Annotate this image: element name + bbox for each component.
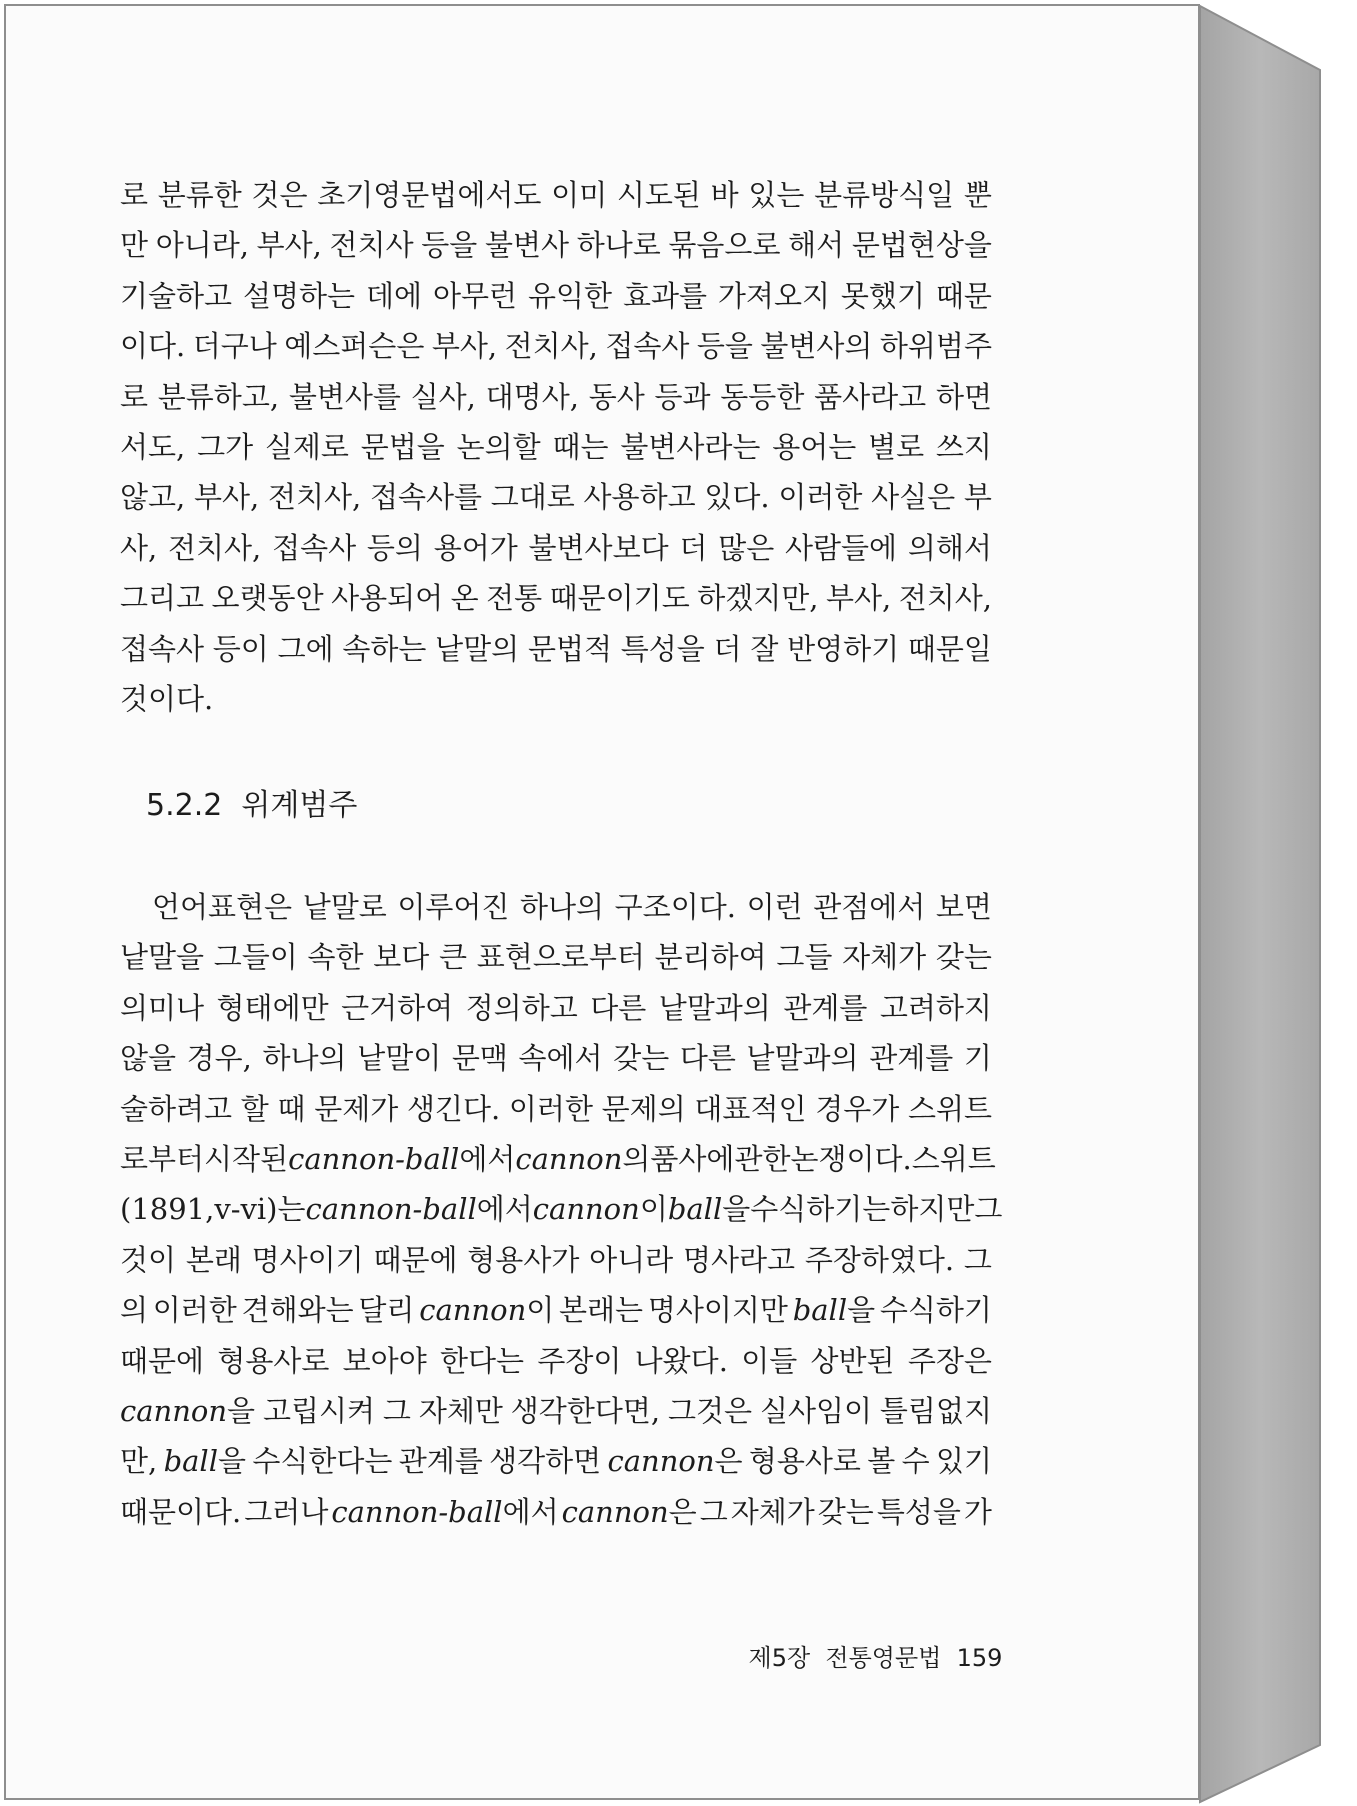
- word: 하나의: [520, 890, 605, 924]
- text-line: [120, 1235, 992, 1285]
- text-line: [120, 882, 992, 932]
- word: 때문이기도: [549, 581, 690, 616]
- word: 낱말과의: [658, 990, 771, 1025]
- word: 분류하고,: [157, 379, 280, 414]
- word: 사용되어: [331, 581, 444, 616]
- word: 대표적인: [694, 1091, 807, 1126]
- word: cannon을: [120, 1393, 256, 1428]
- word: 별로: [868, 429, 925, 464]
- word: 전치사: [329, 228, 414, 263]
- word: 불변사: [484, 228, 570, 263]
- word: 있는: [748, 178, 805, 212]
- word: ball을: [667, 1192, 751, 1227]
- word: 효과를: [622, 278, 707, 313]
- word: 분류방식일: [814, 178, 955, 212]
- word: 문법을: [360, 429, 445, 464]
- word: 경우가: [815, 1091, 900, 1126]
- word: 이루어진: [397, 890, 510, 924]
- word: 가져오지: [717, 278, 830, 313]
- word: 때문일: [907, 631, 992, 666]
- word: 부: [963, 480, 992, 515]
- word: 다른: [679, 1041, 736, 1076]
- word: 보아야: [342, 1343, 427, 1378]
- word: 스위트: [911, 1141, 996, 1176]
- word: ball을: [163, 1444, 246, 1479]
- word: 다른: [590, 990, 647, 1025]
- word: 용어는: [772, 429, 857, 464]
- word: 본래는: [559, 1293, 644, 1328]
- word: 부사,: [256, 228, 322, 263]
- word: 표현으로부터: [476, 940, 645, 975]
- word: 만: [120, 228, 149, 263]
- word: 등을: [421, 228, 478, 263]
- word: 실사,: [410, 379, 476, 414]
- word: cannon이: [419, 1293, 555, 1328]
- word: 그들이: [213, 940, 298, 975]
- word: 것이다.: [120, 681, 214, 716]
- word: 생각한다면,: [510, 1393, 661, 1428]
- word: 주장은: [907, 1343, 992, 1378]
- word: 이미: [551, 178, 608, 212]
- word: cannon은: [561, 1494, 697, 1529]
- word: 그가: [197, 429, 254, 464]
- word: 때문에: [120, 1343, 205, 1378]
- text-line: [120, 573, 992, 623]
- word: 문맥: [451, 1041, 508, 1076]
- text-line: [120, 1336, 992, 1386]
- paragraph-1: [120, 170, 992, 724]
- word: 실제로: [264, 429, 349, 464]
- word: 갖는: [613, 1041, 670, 1076]
- word: 그: [974, 1192, 1003, 1227]
- word: 경우,: [186, 1041, 252, 1076]
- section-heading: 5.2.2 위계범주: [146, 788, 358, 823]
- word: 특성을: [620, 631, 705, 666]
- word: 사실은: [871, 480, 956, 515]
- text-line: [120, 170, 992, 220]
- word: 등을: [696, 329, 753, 364]
- word: 가: [963, 1494, 992, 1529]
- word: 그리고: [120, 581, 205, 616]
- word: 접속사: [272, 530, 357, 565]
- word: 주장이: [537, 1343, 622, 1378]
- word: 이런: [746, 890, 803, 924]
- word: 이러한: [152, 1293, 237, 1328]
- word: 갖는: [817, 1494, 874, 1529]
- word: 것은: [251, 178, 308, 212]
- word: 설명하는: [243, 278, 356, 313]
- word: 관계를: [869, 1041, 954, 1076]
- word: 분류한: [157, 178, 242, 212]
- word: 초기영문법에서도: [317, 178, 542, 212]
- word: 로부터: [120, 1141, 205, 1176]
- word: 하위범주: [879, 329, 992, 364]
- text-line: [120, 422, 992, 472]
- word: 수식하기: [879, 1293, 992, 1328]
- word: 구조이다.: [614, 890, 736, 924]
- word: 관점에서: [813, 890, 926, 924]
- word: 부사,: [431, 329, 498, 364]
- word: 등과: [654, 379, 711, 414]
- word: 생긴다.: [406, 1091, 501, 1126]
- text-line: [120, 472, 992, 522]
- word: 이다.: [120, 329, 186, 364]
- word: 하겠지만,: [697, 581, 819, 616]
- word: 관계를: [783, 990, 868, 1025]
- word: 하나의: [262, 1041, 347, 1076]
- word: 고려하지: [879, 990, 992, 1025]
- word: 때문이다.: [120, 1494, 242, 1529]
- word: 문제가: [314, 1091, 399, 1126]
- word: 품사라고: [814, 379, 927, 414]
- word: 술하려고: [120, 1091, 233, 1126]
- word: 논의할: [456, 429, 541, 464]
- text-line: [120, 1033, 992, 1083]
- word: 접속사: [120, 631, 205, 666]
- word: 의: [120, 1293, 149, 1328]
- word: 자체가: [730, 1494, 815, 1529]
- word: (1891,: [120, 1192, 215, 1227]
- word: 관계를: [398, 1444, 483, 1479]
- word: 사,: [120, 530, 158, 565]
- text-line: [120, 372, 992, 422]
- word: 뿐: [963, 178, 992, 212]
- word: 갖는: [935, 940, 992, 975]
- word: 형태에만: [216, 990, 329, 1025]
- word: 그: [382, 1393, 411, 1428]
- word: 명사라고: [682, 1242, 796, 1277]
- word: 동등한: [720, 379, 805, 414]
- word: 그대로: [490, 480, 575, 515]
- word: 서도,: [120, 429, 186, 464]
- word: 유익한: [527, 278, 612, 313]
- word: 못했기: [840, 278, 925, 313]
- word: 낱말을: [120, 940, 205, 975]
- word: 주장하였다.: [804, 1242, 955, 1277]
- word: 본래: [185, 1242, 242, 1277]
- word: 문제의: [601, 1091, 686, 1126]
- text-line: [120, 1436, 992, 1486]
- word: 때: [277, 1091, 306, 1126]
- chapter-title: 제5장 전통영문법: [748, 1644, 942, 1672]
- word: 의미나: [120, 990, 205, 1025]
- word: cannon의: [515, 1141, 651, 1176]
- word: 이들: [741, 1343, 798, 1378]
- word: 그: [699, 1494, 728, 1529]
- word: 형용사로: [217, 1343, 330, 1378]
- word: 등의: [366, 530, 423, 565]
- word: 낱말로: [302, 890, 387, 924]
- text-line: [120, 321, 992, 371]
- word: 더: [679, 530, 708, 565]
- word: 만,: [120, 1444, 158, 1479]
- word: cannon이: [532, 1192, 668, 1227]
- paragraph-2: [120, 882, 1003, 1537]
- word: 사람들에: [785, 530, 898, 565]
- word: 그에: [277, 631, 334, 666]
- word: 한다는: [440, 1343, 525, 1378]
- text-line: [120, 983, 992, 1033]
- word: 전치사,: [898, 581, 992, 616]
- word: 상반된: [810, 1343, 895, 1378]
- word: 등이: [212, 631, 269, 666]
- word: 형용사로: [748, 1444, 861, 1479]
- word: 있기: [935, 1444, 992, 1479]
- word: 로: [120, 379, 149, 414]
- word: 근거하여: [341, 990, 454, 1025]
- word: 낱말의: [435, 631, 520, 666]
- text-line: [120, 271, 992, 321]
- word: 데에: [366, 278, 423, 313]
- word: 의해서: [907, 530, 992, 565]
- word: 품사에: [650, 1141, 735, 1176]
- word: cannon은: [607, 1444, 743, 1479]
- word: ball을: [792, 1293, 876, 1328]
- word: 스위트: [907, 1091, 992, 1126]
- word: 하면: [935, 379, 992, 414]
- word: 명사이지만: [647, 1293, 788, 1328]
- word: 견해와는: [241, 1293, 354, 1328]
- word: 속하는: [342, 631, 427, 666]
- word: 사용하고: [583, 480, 696, 515]
- word: 해서: [788, 228, 845, 263]
- word: 않고,: [120, 480, 186, 515]
- word: 전치사,: [504, 329, 598, 364]
- word: v-vi)는: [214, 1192, 306, 1227]
- word: 부사,: [193, 480, 260, 515]
- word: 묶음으로: [668, 228, 781, 263]
- word: 낱말이: [357, 1041, 442, 1076]
- word: 달리: [358, 1293, 415, 1328]
- word: 논쟁이다.: [790, 1141, 912, 1176]
- word: 기: [963, 1041, 992, 1076]
- word: 잘: [750, 631, 779, 666]
- word: 자체만: [418, 1393, 503, 1428]
- word: 많은: [718, 530, 775, 565]
- text-line: [120, 624, 992, 674]
- word: 수식하기는: [750, 1192, 891, 1227]
- word: 형용사가: [467, 1242, 580, 1277]
- word: 용어가: [433, 530, 518, 565]
- word: 그: [963, 1242, 992, 1277]
- text-line: [120, 1487, 992, 1537]
- word: 예스퍼슨은: [284, 329, 425, 364]
- word: 로: [120, 178, 149, 212]
- word: 더구나: [192, 329, 277, 364]
- text-line: [120, 1184, 1003, 1234]
- word: 바: [710, 178, 739, 212]
- word: 대명사,: [485, 379, 579, 414]
- text-line: [120, 1134, 996, 1184]
- word: 큰: [439, 940, 468, 975]
- text-line: [120, 932, 992, 982]
- word: 접속사: [605, 329, 690, 364]
- word: 온: [450, 581, 479, 616]
- word: 아무런: [432, 278, 518, 313]
- word: 하지만: [890, 1192, 975, 1227]
- word: 시도된: [616, 178, 701, 212]
- word: 부사,: [825, 581, 892, 616]
- word: 이러한: [508, 1091, 593, 1126]
- word: 속한: [307, 940, 364, 975]
- word: cannon-ball에서: [305, 1192, 533, 1227]
- word: 할: [240, 1091, 269, 1126]
- word: 볼: [867, 1444, 896, 1479]
- text-line: [120, 220, 992, 270]
- word: 속에서: [518, 1041, 603, 1076]
- word: 기술하고: [120, 278, 233, 313]
- word: 있다.: [704, 480, 770, 515]
- word: 때는: [552, 429, 609, 464]
- word: 보다: [373, 940, 430, 975]
- word: 실사임이: [759, 1393, 873, 1428]
- word: 쓰지: [935, 429, 992, 464]
- word: 언어표현은: [152, 890, 293, 924]
- word: 동사: [588, 379, 645, 414]
- word: 불변사보다: [528, 530, 669, 565]
- page-number: 159: [956, 1644, 1003, 1672]
- text-line: [120, 1386, 992, 1436]
- word: 시작된: [204, 1141, 289, 1176]
- word: 반영하기: [787, 631, 900, 666]
- word: cannon-ball에서: [331, 1494, 559, 1529]
- word: 불변사의: [760, 329, 873, 364]
- word: 고립시켜: [262, 1393, 376, 1428]
- word: 보면: [935, 890, 992, 924]
- word: 문법현상을: [851, 228, 992, 263]
- word: 수: [901, 1444, 930, 1479]
- word: 때문: [935, 278, 992, 313]
- word: 않을: [120, 1041, 177, 1076]
- word: cannon-ball에서: [288, 1141, 516, 1176]
- word: 그것은: [668, 1393, 753, 1428]
- word: 그러나: [244, 1494, 329, 1529]
- word: 접속사를: [369, 480, 483, 515]
- text-line: [120, 1285, 992, 1335]
- word: 불변사를: [288, 379, 401, 414]
- text-line: [120, 674, 992, 724]
- word: 아니라: [589, 1242, 674, 1277]
- word: 때문에: [373, 1242, 458, 1277]
- word: 정의하고: [465, 990, 578, 1025]
- word: 불변사라는: [620, 429, 761, 464]
- word: 틀림없지: [879, 1393, 992, 1428]
- word: 더: [713, 631, 742, 666]
- word: 하나로: [576, 228, 661, 263]
- word: 문법적: [527, 631, 612, 666]
- word: 이러한: [778, 480, 863, 515]
- text-line: [120, 1084, 992, 1134]
- word: 오랫동안: [211, 581, 324, 616]
- word: 생각하면: [489, 1444, 602, 1479]
- word: 나왔다.: [634, 1343, 728, 1378]
- word: 특성을: [876, 1494, 961, 1529]
- word: 것이: [120, 1242, 177, 1277]
- word: 관한: [734, 1141, 791, 1176]
- word: 전통: [486, 581, 543, 616]
- text-line: [120, 523, 992, 573]
- word: 아니라,: [155, 228, 249, 263]
- word: 낱말과의: [746, 1041, 859, 1076]
- word: 자체가: [842, 940, 927, 975]
- word: 분리하여: [654, 940, 767, 975]
- word: 전치사,: [267, 480, 362, 515]
- word: 전치사,: [168, 530, 262, 565]
- word: 수식한다는: [252, 1444, 393, 1479]
- page-footer: [718, 1610, 1002, 1701]
- word: 그들: [776, 940, 833, 975]
- word: 명사이기: [251, 1242, 364, 1277]
